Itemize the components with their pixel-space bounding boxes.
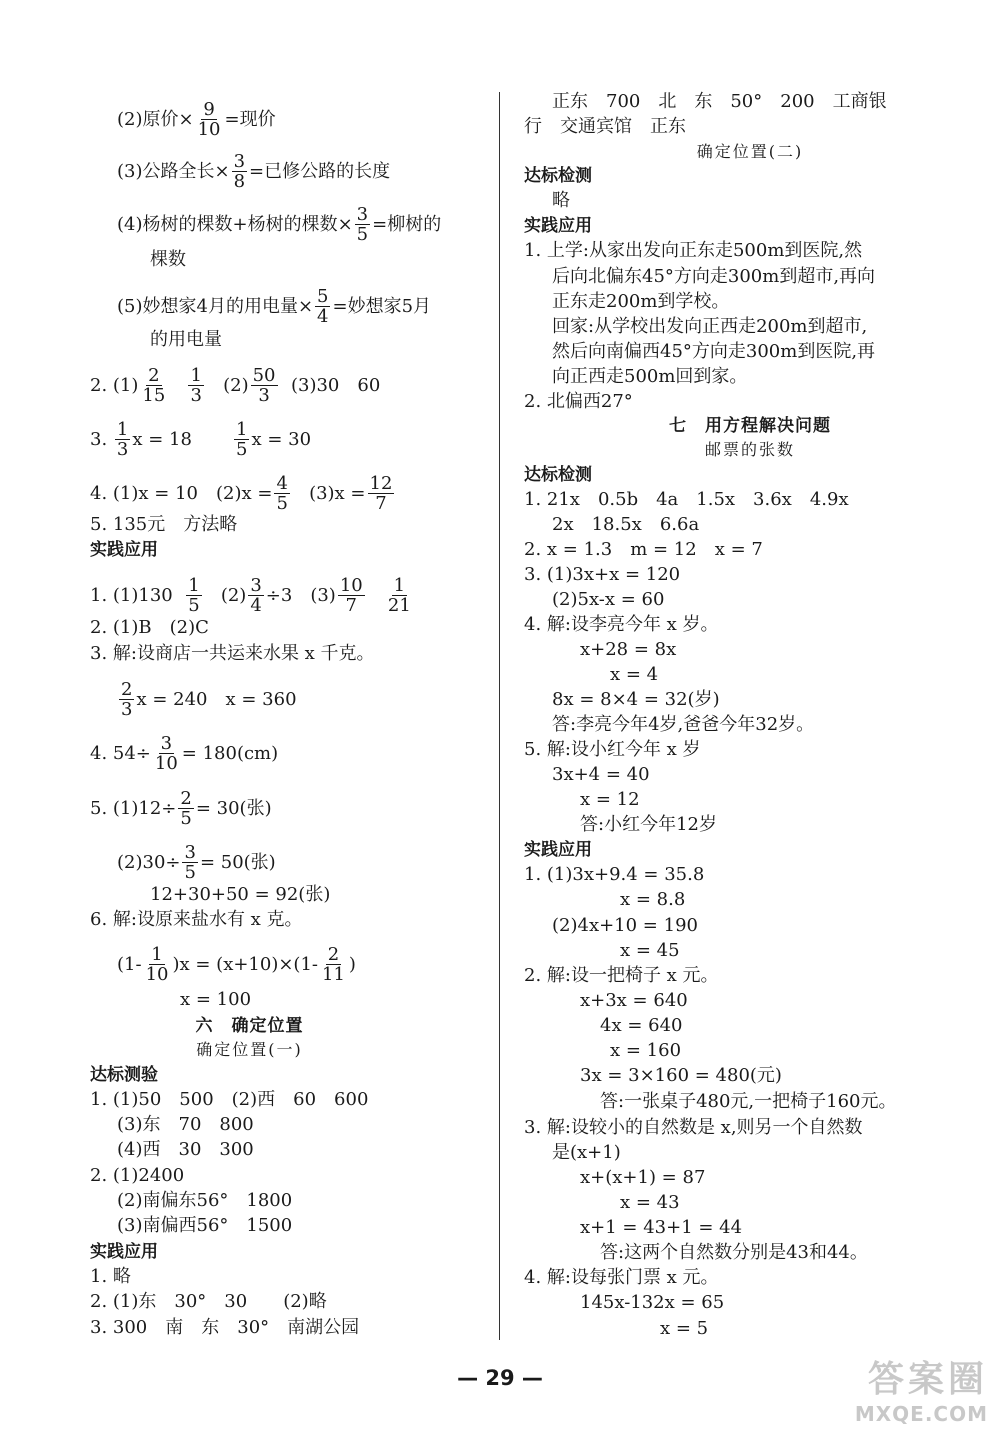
fraction: $\frac{50}{3}$ <box>252 365 276 407</box>
line: (1- $\frac{1}{10}$ )x = (x+10)×(1- $\frac{2}{11}$ ) <box>117 944 356 986</box>
line: x = 43 <box>620 1192 680 1213</box>
fraction: $\frac{3}{4}$ <box>250 575 262 617</box>
line: x = 5 <box>660 1318 709 1339</box>
line: 4. 解:设每张门票 x 元。 <box>524 1267 719 1288</box>
line: 1. (1)130 $\frac{1}{5}$ (2) $\frac{3}{4}$ ÷3 (3) $\frac{10}{7}$ $\frac{1}{21}$ <box>90 575 411 617</box>
fraction: $\frac{1}{21}$ <box>387 575 411 617</box>
line: 1. (1)50 500 (2)西 60 600 <box>90 1089 369 1110</box>
line: x = 45 <box>620 940 680 961</box>
subsection-title: 确定位置(二) <box>696 142 804 161</box>
subsection-title: 邮票的张数 <box>704 440 795 459</box>
fraction: $\frac{3}{10}$ <box>154 733 178 775</box>
line: (2)5x-x = 60 <box>552 589 665 610</box>
line: 1. 上学:从家出发向正东走500m到医院,然 <box>524 240 863 261</box>
line: 145x-132x = 65 <box>580 1292 725 1313</box>
line: 3. 300 南 东 30° 南湖公园 <box>90 1317 360 1338</box>
line: 5. 135元 方法略 <box>90 514 238 535</box>
line: 答:这两个自然数分别是43和44。 <box>600 1242 868 1263</box>
line: 6. 解:设原来盐水有 x 克。 <box>90 909 303 930</box>
line: 正东走200m到学校。 <box>552 291 730 312</box>
line: (3)东 70 800 <box>117 1114 254 1135</box>
line: 正东 700 北 东 50° 200 工商银 <box>552 91 887 112</box>
watermark-logo <box>855 1351 988 1426</box>
page-number: — 29 — <box>457 1366 543 1390</box>
line: 4. (1)x = 10 (2)x = $\frac{4}{5}$ (3)x = $\frac{12}{7}$ <box>90 473 393 515</box>
line: 2. (1)东 30° 30 (2)略 <box>90 1291 327 1312</box>
fraction: $\frac{9}{10}$ <box>197 99 221 141</box>
fraction: $\frac{2}{11}$ <box>322 944 345 986</box>
line: 棵数 <box>150 249 186 270</box>
line: 行 交通宾馆 正东 <box>524 116 686 137</box>
line: 12+30+50 = 92(张) <box>150 884 331 905</box>
fraction: $\frac{1}{3}$ <box>190 365 202 407</box>
watermark-url: MXQE.COM <box>854 1402 988 1426</box>
line: 1. 略 <box>90 1266 131 1287</box>
fraction: $\frac{3}{5}$ <box>356 204 369 246</box>
line: x+28 = 8x <box>580 639 677 660</box>
line: x = 160 <box>610 1040 682 1061</box>
line: 2x 18.5x 6.6a <box>552 514 700 535</box>
line: 2. (1) $\frac{2}{15}$ $\frac{1}{3}$ (2) $\frac{50}{3}$ (3)30 60 <box>90 365 381 407</box>
line: (2)30÷ $\frac{3}{5}$ = 50(张) <box>117 842 276 884</box>
line: x = 8.8 <box>620 889 686 910</box>
fraction: $\frac{2}{3}$ <box>121 679 133 721</box>
fraction: $\frac{10}{7}$ <box>339 575 363 617</box>
fraction: $\frac{4}{5}$ <box>276 473 288 515</box>
line: 2. (1)2400 <box>90 1165 185 1186</box>
line: 回家:从学校出发向正西走200m到超市, <box>552 316 868 337</box>
line: (4)西 30 300 <box>117 1139 254 1160</box>
section-heading: 实践应用 <box>524 840 592 860</box>
line: 3. $\frac{1}{3}$ x = 18 $\frac{1}{5}$ x = 30 <box>90 419 312 461</box>
line: (5)妙想家4月的用电量× $\frac{5}{4}$ =妙想家5月 <box>117 286 432 328</box>
line: 5. (1)12÷ $\frac{2}{5}$ = 30(张) <box>90 788 272 830</box>
line: 2. 北偏西27° <box>524 391 633 412</box>
line: 2. x = 1.3 m = 12 x = 7 <box>524 539 763 560</box>
line: 8x = 8×4 = 32(岁) <box>552 689 720 710</box>
line: 3. (1)3x+x = 120 <box>524 564 681 585</box>
line: 是(x+1) <box>552 1142 621 1163</box>
line: (3)南偏西56° 1500 <box>117 1215 293 1236</box>
line: 2. 解:设一把椅子 x 元。 <box>524 965 719 986</box>
section-heading: 达标检测 <box>524 166 592 186</box>
line: 答:李亮今年4岁,爸爸今年32岁。 <box>552 714 815 735</box>
fraction: $\frac{12}{7}$ <box>369 473 393 515</box>
fraction: $\frac{2}{5}$ <box>180 788 192 830</box>
chapter-title: 七 用方程解决问题 <box>669 416 831 436</box>
line: 向正西走500m回到家。 <box>552 366 748 387</box>
section-heading: 实践应用 <box>90 1242 158 1262</box>
line: 答:小红今年12岁 <box>580 814 717 835</box>
line: x = 4 <box>610 664 659 685</box>
fraction: $\frac{1}{5}$ <box>188 575 200 617</box>
section-heading: 达标检测 <box>524 465 592 485</box>
line: x = 12 <box>580 789 640 810</box>
section-heading: 实践应用 <box>90 540 158 560</box>
watermark-title: 答案圈 <box>867 1359 988 1400</box>
line: 2. (1)B (2)C <box>90 617 209 638</box>
chapter-title: 六 确定位置 <box>195 1016 304 1036</box>
line: 4x = 640 <box>600 1015 683 1036</box>
fraction: $\frac{2}{15}$ <box>142 365 166 407</box>
line: 3x+4 = 40 <box>552 764 650 785</box>
line: 的用电量 <box>150 329 222 350</box>
line: x+1 = 43+1 = 44 <box>580 1217 743 1238</box>
line: x = 100 <box>180 989 252 1010</box>
fraction: $\frac{3}{8}$ <box>233 151 246 193</box>
line: 3x = 3×160 = 480(元) <box>580 1065 782 1086</box>
line: 答:一张桌子480元,一把椅子160元。 <box>600 1091 897 1112</box>
line: (2)南偏东56° 1800 <box>117 1190 293 1211</box>
line: 4. 54÷ $\frac{3}{10}$ = 180(cm) <box>90 733 279 775</box>
line: (2)原价× $\frac{9}{10}$ =现价 <box>117 99 276 141</box>
line: 3. 解:设较小的自然数是 x,则另一个自然数 <box>524 1117 863 1138</box>
line: 3. 解:设商店一共运来水果 x 千克。 <box>90 643 375 664</box>
line: 1. 21x 0.5b 4a 1.5x 3.6x 4.9x <box>524 489 849 510</box>
line: (4)杨树的棵数+杨树的棵数× $\frac{3}{5}$ =柳树的 <box>117 204 442 246</box>
line: x+(x+1) = 87 <box>580 1167 706 1188</box>
fraction: $\frac{1}{3}$ <box>116 419 129 461</box>
line: 1. (1)3x+9.4 = 35.8 <box>524 864 705 885</box>
line: 4. 解:设李亮今年 x 岁。 <box>524 614 719 635</box>
section-heading: 实践应用 <box>524 216 592 236</box>
line: 5. 解:设小红今年 x 岁 <box>524 739 701 760</box>
line: 后向北偏东45°方向走300m到超市,再向 <box>552 266 876 287</box>
section-heading: 达标测验 <box>90 1065 158 1085</box>
fraction: $\frac{3}{5}$ <box>184 842 196 884</box>
line: (3)公路全长× $\frac{3}{8}$ =已修公路的长度 <box>117 151 391 193</box>
line: 略 <box>552 190 570 211</box>
fraction: $\frac{1}{10}$ <box>145 944 169 986</box>
line: 然后向南偏西45°方向走300m到医院,再 <box>552 341 876 362</box>
column-divider <box>499 92 500 1340</box>
subsection-title: 确定位置(一) <box>196 1040 303 1059</box>
fraction: $\frac{1}{5}$ <box>236 419 248 461</box>
line: $\frac{2}{3}$ x = 240 x = 360 <box>121 679 297 721</box>
line: x+3x = 640 <box>580 990 688 1011</box>
line: (2)4x+10 = 190 <box>552 915 698 936</box>
fraction: $\frac{5}{4}$ <box>317 286 329 328</box>
